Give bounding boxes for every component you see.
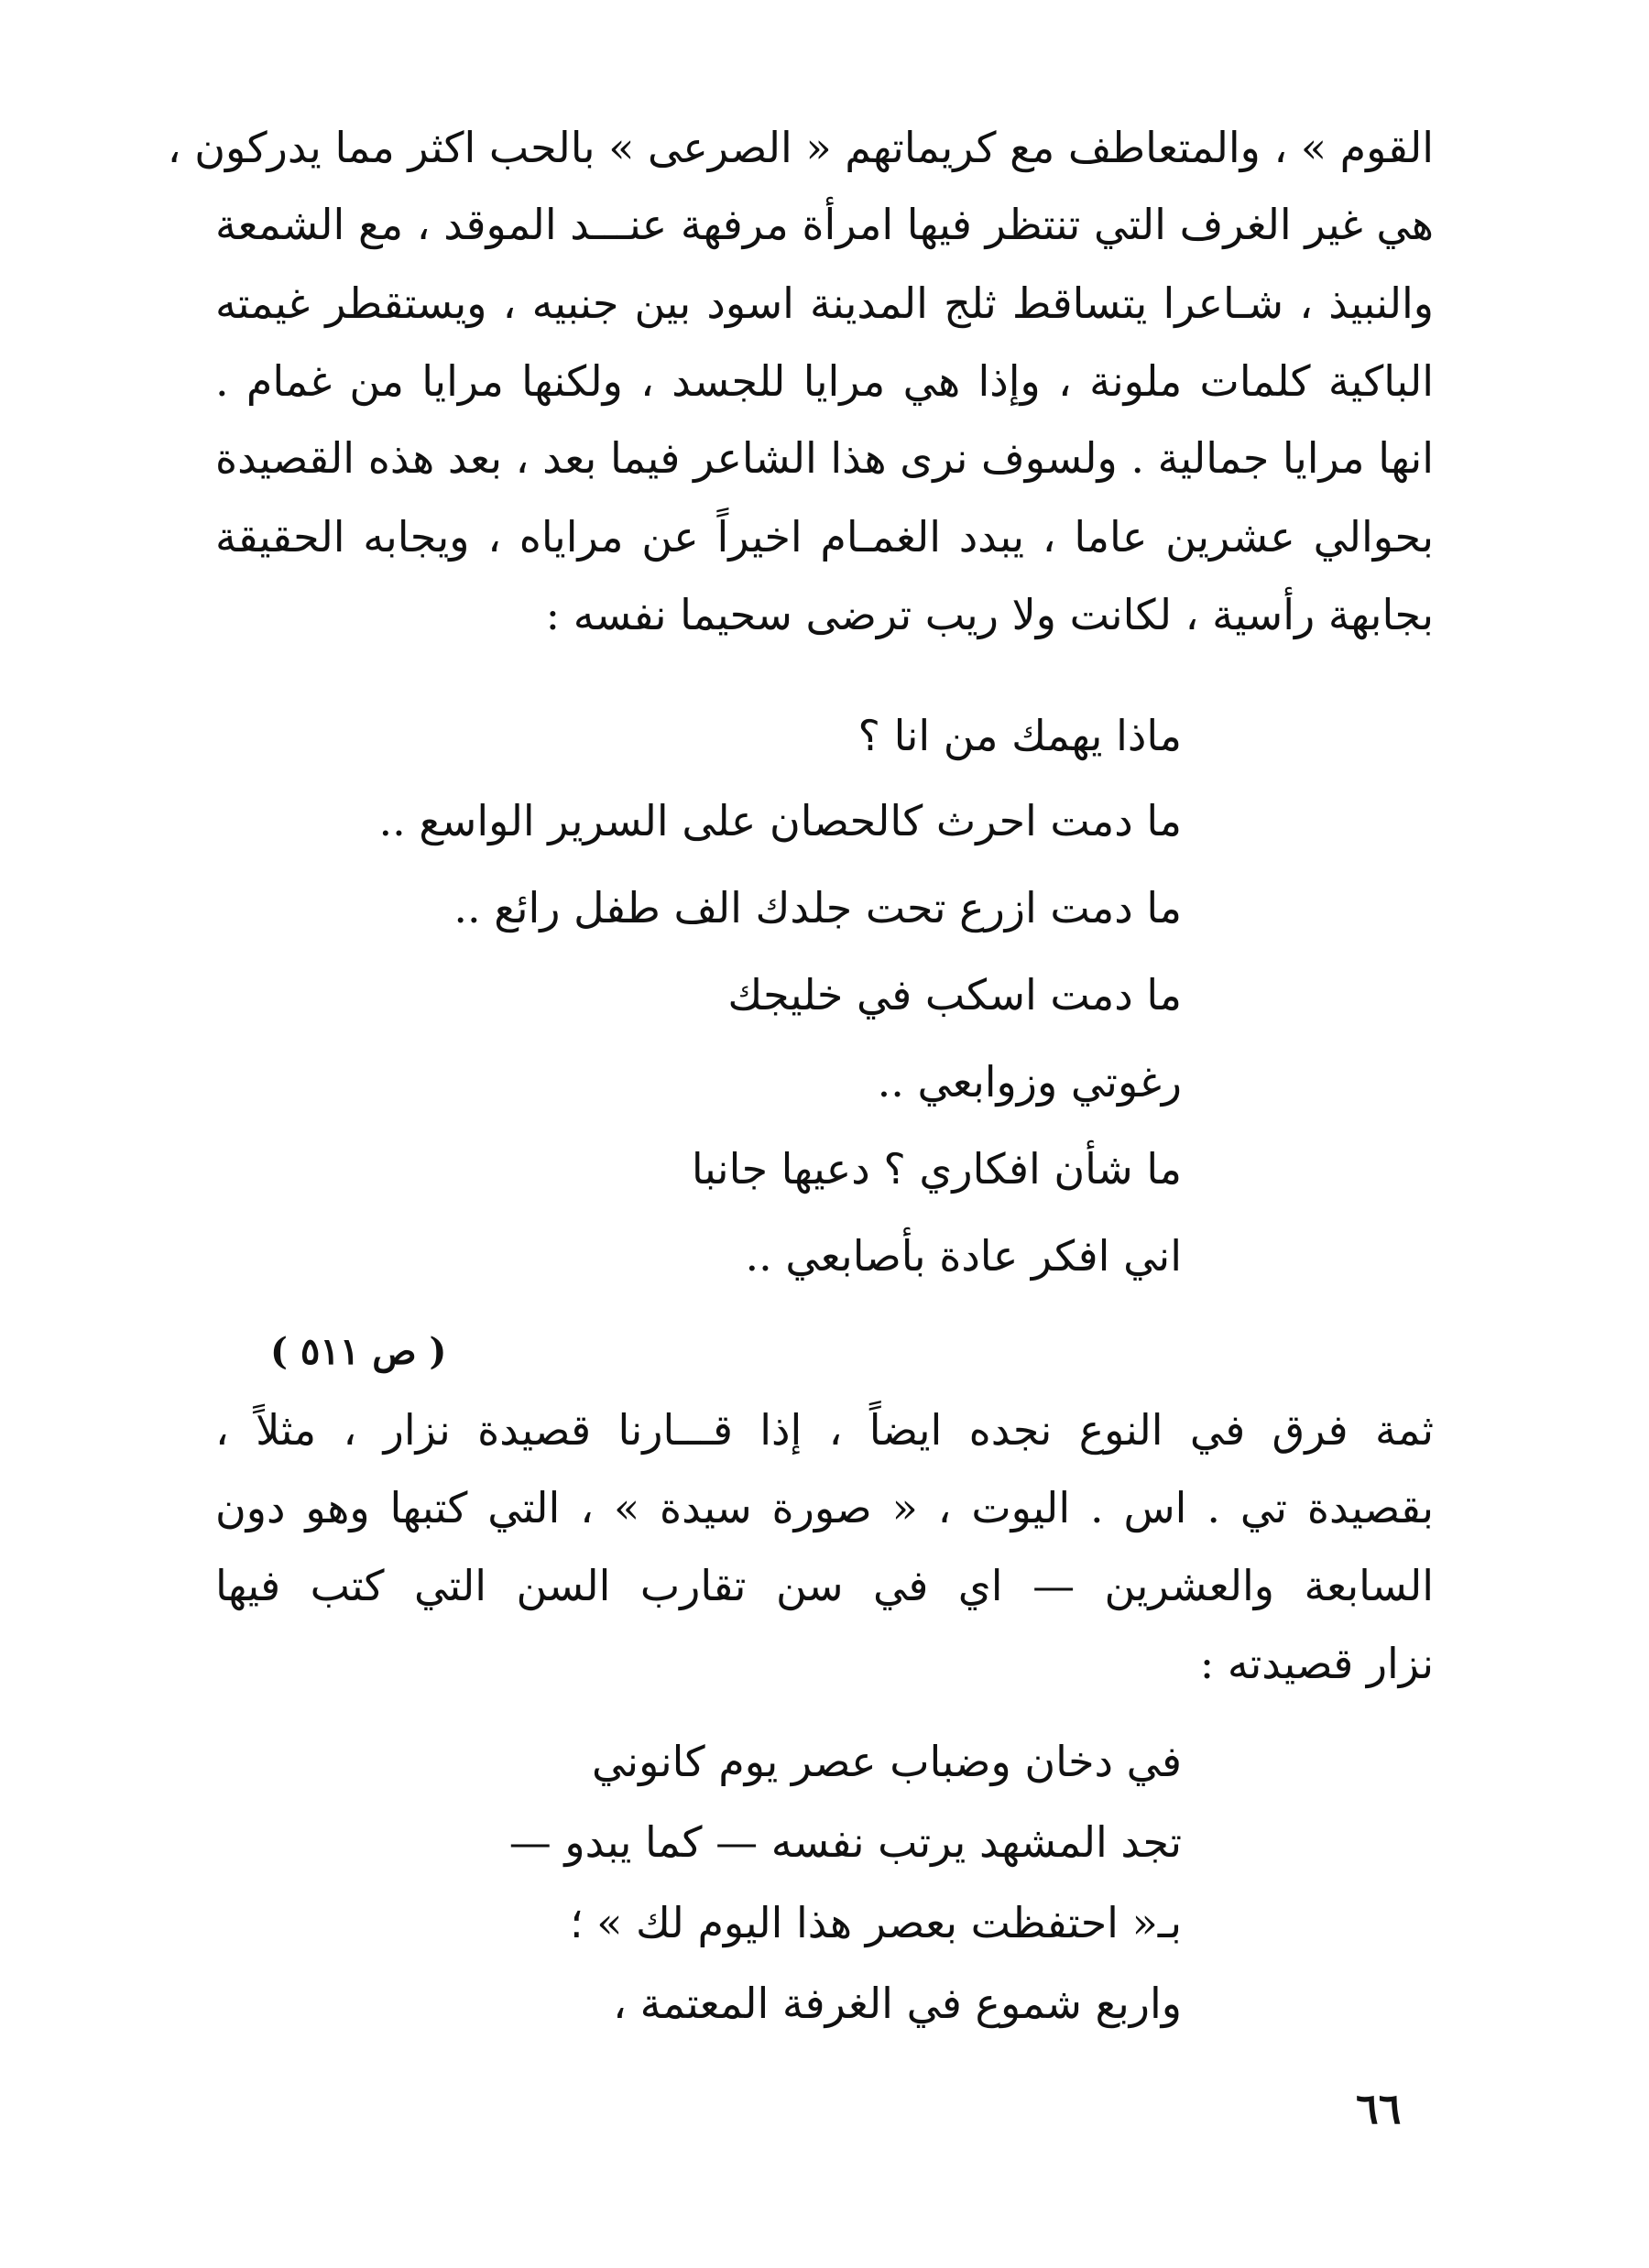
paragraph-2-line-2: بقصيدة تي . اس . اليوت ، « صورة سيدة » ، التي كتبها وهو دون — [215, 1483, 1434, 1532]
poem-1-line-5: رغوتي وزوابعي .. — [877, 1057, 1182, 1107]
poem-1-page-reference: ( ص ٥١١ ) — [270, 1330, 447, 1373]
page-number: ٦٦ — [1356, 2084, 1402, 2133]
poem-1-line-4: ما دمت اسكب في خليجك — [727, 970, 1182, 1020]
paragraph-1-line-4: الباكية كلمات ملونة ، وإذا هي مرايا للجسد ، ولكنها مرايا من غمام . — [215, 356, 1434, 406]
poem-2-line-3: بـ« احتفظت بعصر هذا اليوم لك » ؛ — [570, 1898, 1182, 1947]
paragraph-1-line-5: انها مرايا جمالية . ولسوف نرى هذا الشاعر فيما بعد ، بعد هذه القصيدة — [215, 433, 1434, 483]
paragraph-2-line-3: السابعة والعشرين — اي في سن تقارب السن التي كتب فيها — [215, 1561, 1434, 1610]
paragraph-2-line-1: ثمة فرق في النوع نجده ايضاً ، إذا قـــارنا قصيدة نزار ، مثلاً ، — [215, 1405, 1434, 1455]
paragraph-1-line-6: بحوالي عشرين عاما ، يبدد الغمـام اخيراً عن مراياه ، ويجابه الحقيقة — [215, 512, 1434, 562]
poem-2-line-1: في دخان وضباب عصر يوم كانوني — [591, 1737, 1182, 1786]
paragraph-1-line-3: والنبيذ ، شـاعرا يتساقط ثلج المدينة اسود بين جنبيه ، ويستقطر غيمته — [215, 278, 1434, 328]
paragraph-1-line-2: هي غير الغرف التي تنتظر فيها امرأة مرفهة عنـــد الموقد ، مع الشمعة — [215, 200, 1434, 249]
poem-1-line-2: ما دمت احرث كالحصان على السرير الواسع .. — [378, 796, 1182, 845]
paragraph-1-line-7: بجابهة رأسية ، لكانت ولا ريب ترضى سحيما نفسه : — [545, 590, 1434, 639]
poem-2-line-2: تجد المشهد يرتب نفسه — كما يبدو — — [508, 1817, 1182, 1867]
paragraph-1-line-1: القوم » ، والمتعاطف مع كريماتهم « الصرعى » بالحب اكثر مما يدركون ، — [167, 123, 1434, 172]
poem-1-line-1: ماذا يهمك من انا ؟ — [857, 711, 1182, 760]
poem-2-line-4: واربع شموع في الغرفة المعتمة ، — [613, 1979, 1182, 2028]
poem-1-line-3: ما دمت ازرع تحت جلدك الف طفل رائع .. — [453, 883, 1182, 932]
paragraph-2-line-4: نزار قصيدته : — [1199, 1639, 1434, 1688]
poem-1-line-6: ما شأن افكاري ؟ دعيها جانبا — [691, 1144, 1182, 1194]
poem-1-line-7: اني افكر عادة بأصابعي .. — [745, 1231, 1182, 1281]
